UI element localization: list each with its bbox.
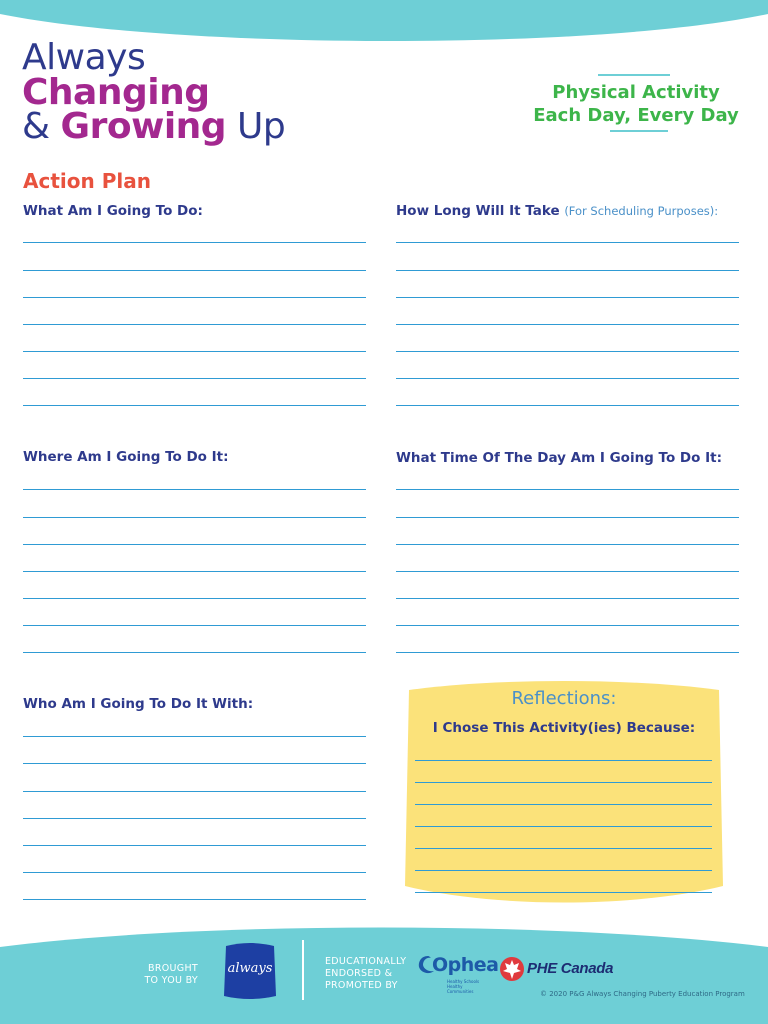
answer-line[interactable] — [23, 489, 366, 490]
tagline-stroke-top — [598, 74, 670, 76]
answer-line[interactable] — [396, 378, 739, 379]
reflection-line[interactable] — [415, 782, 712, 783]
title-ampersand: & — [22, 106, 50, 147]
question-where: Where Am I Going To Do It: — [23, 449, 229, 465]
reflection-line[interactable] — [415, 892, 712, 893]
question-how-long — [396, 203, 718, 219]
phe-canada-logo — [497, 952, 615, 986]
answer-line[interactable] — [23, 763, 366, 764]
title-up: Up — [237, 106, 286, 147]
question-how-long-label: How Long Will It Take — [396, 203, 560, 219]
answer-line[interactable] — [23, 324, 366, 325]
answer-line[interactable] — [23, 242, 366, 243]
reflections-title: Reflections: — [511, 688, 617, 709]
answer-line[interactable] — [23, 736, 366, 737]
reflections-panel — [405, 676, 723, 906]
ophea-logo — [417, 952, 499, 994]
reflection-line[interactable] — [415, 826, 712, 827]
ophea-logo-text: Ophea — [432, 954, 499, 976]
section-title: Action Plan — [23, 169, 151, 193]
answer-line[interactable] — [396, 598, 739, 599]
answer-line[interactable] — [23, 270, 366, 271]
answer-line[interactable] — [23, 791, 366, 792]
reflections-prompt: I Chose This Activity(ies) Because: — [432, 720, 696, 736]
answer-line[interactable] — [396, 625, 739, 626]
answer-line[interactable] — [23, 378, 366, 379]
answer-line[interactable] — [23, 598, 366, 599]
answer-line[interactable] — [396, 544, 739, 545]
answer-line[interactable] — [23, 818, 366, 819]
answer-line[interactable] — [396, 351, 739, 352]
title-growing-up — [22, 106, 286, 147]
question-what: What Am I Going To Do: — [23, 203, 203, 219]
answer-line[interactable] — [23, 405, 366, 406]
answer-line[interactable] — [23, 899, 366, 900]
answer-line[interactable] — [23, 652, 366, 653]
answer-line[interactable] — [396, 297, 739, 298]
question-how-long-hint: (For Scheduling Purposes): — [564, 204, 719, 218]
answer-line[interactable] — [396, 242, 739, 243]
answer-line[interactable] — [23, 625, 366, 626]
title-changing: Changing — [22, 72, 210, 113]
always-logo — [222, 942, 278, 1000]
endorsed-by: EDUCATIONALLY ENDORSED & PROMOTED BY — [325, 956, 407, 991]
copyright: © 2020 P&G Always Changing Puberty Education Program — [540, 990, 745, 998]
reflection-line[interactable] — [415, 760, 712, 761]
question-what-time: What Time Of The Day Am I Going To Do It: — [396, 450, 722, 466]
always-logo-text: always — [227, 961, 273, 976]
tagline-stroke-bottom — [610, 130, 668, 132]
reflection-line[interactable] — [415, 848, 712, 849]
maple-leaf-icon — [497, 954, 527, 984]
answer-line[interactable] — [23, 517, 366, 518]
answer-line[interactable] — [23, 845, 366, 846]
tagline-line1: Physical Activity — [552, 82, 720, 103]
title-growing: Growing — [60, 106, 227, 147]
brought-to-you-by: BROUGHT TO YOU BY — [144, 963, 198, 986]
answer-line[interactable] — [396, 571, 739, 572]
answer-line[interactable] — [23, 297, 366, 298]
reflection-line[interactable] — [415, 870, 712, 871]
reflection-line[interactable] — [415, 804, 712, 805]
activity-tagline — [520, 72, 752, 134]
answer-line[interactable] — [396, 405, 739, 406]
footer-divider — [302, 940, 304, 1000]
answer-line[interactable] — [396, 489, 739, 490]
reflections-background — [405, 676, 723, 906]
tagline-line2: Each Day, Every Day — [533, 105, 739, 126]
question-who: Who Am I Going To Do It With: — [23, 696, 254, 712]
answer-line[interactable] — [23, 872, 366, 873]
answer-line[interactable] — [23, 544, 366, 545]
title-always: Always — [22, 37, 146, 78]
answer-line[interactable] — [396, 324, 739, 325]
answer-line[interactable] — [23, 571, 366, 572]
answer-line[interactable] — [396, 652, 739, 653]
answer-line[interactable] — [23, 351, 366, 352]
phe-canada-text: PHE Canada — [527, 960, 614, 977]
ophea-tagline: Healthy Schools Healthy Communities — [447, 979, 480, 994]
answer-line[interactable] — [396, 517, 739, 518]
answer-line[interactable] — [396, 270, 739, 271]
